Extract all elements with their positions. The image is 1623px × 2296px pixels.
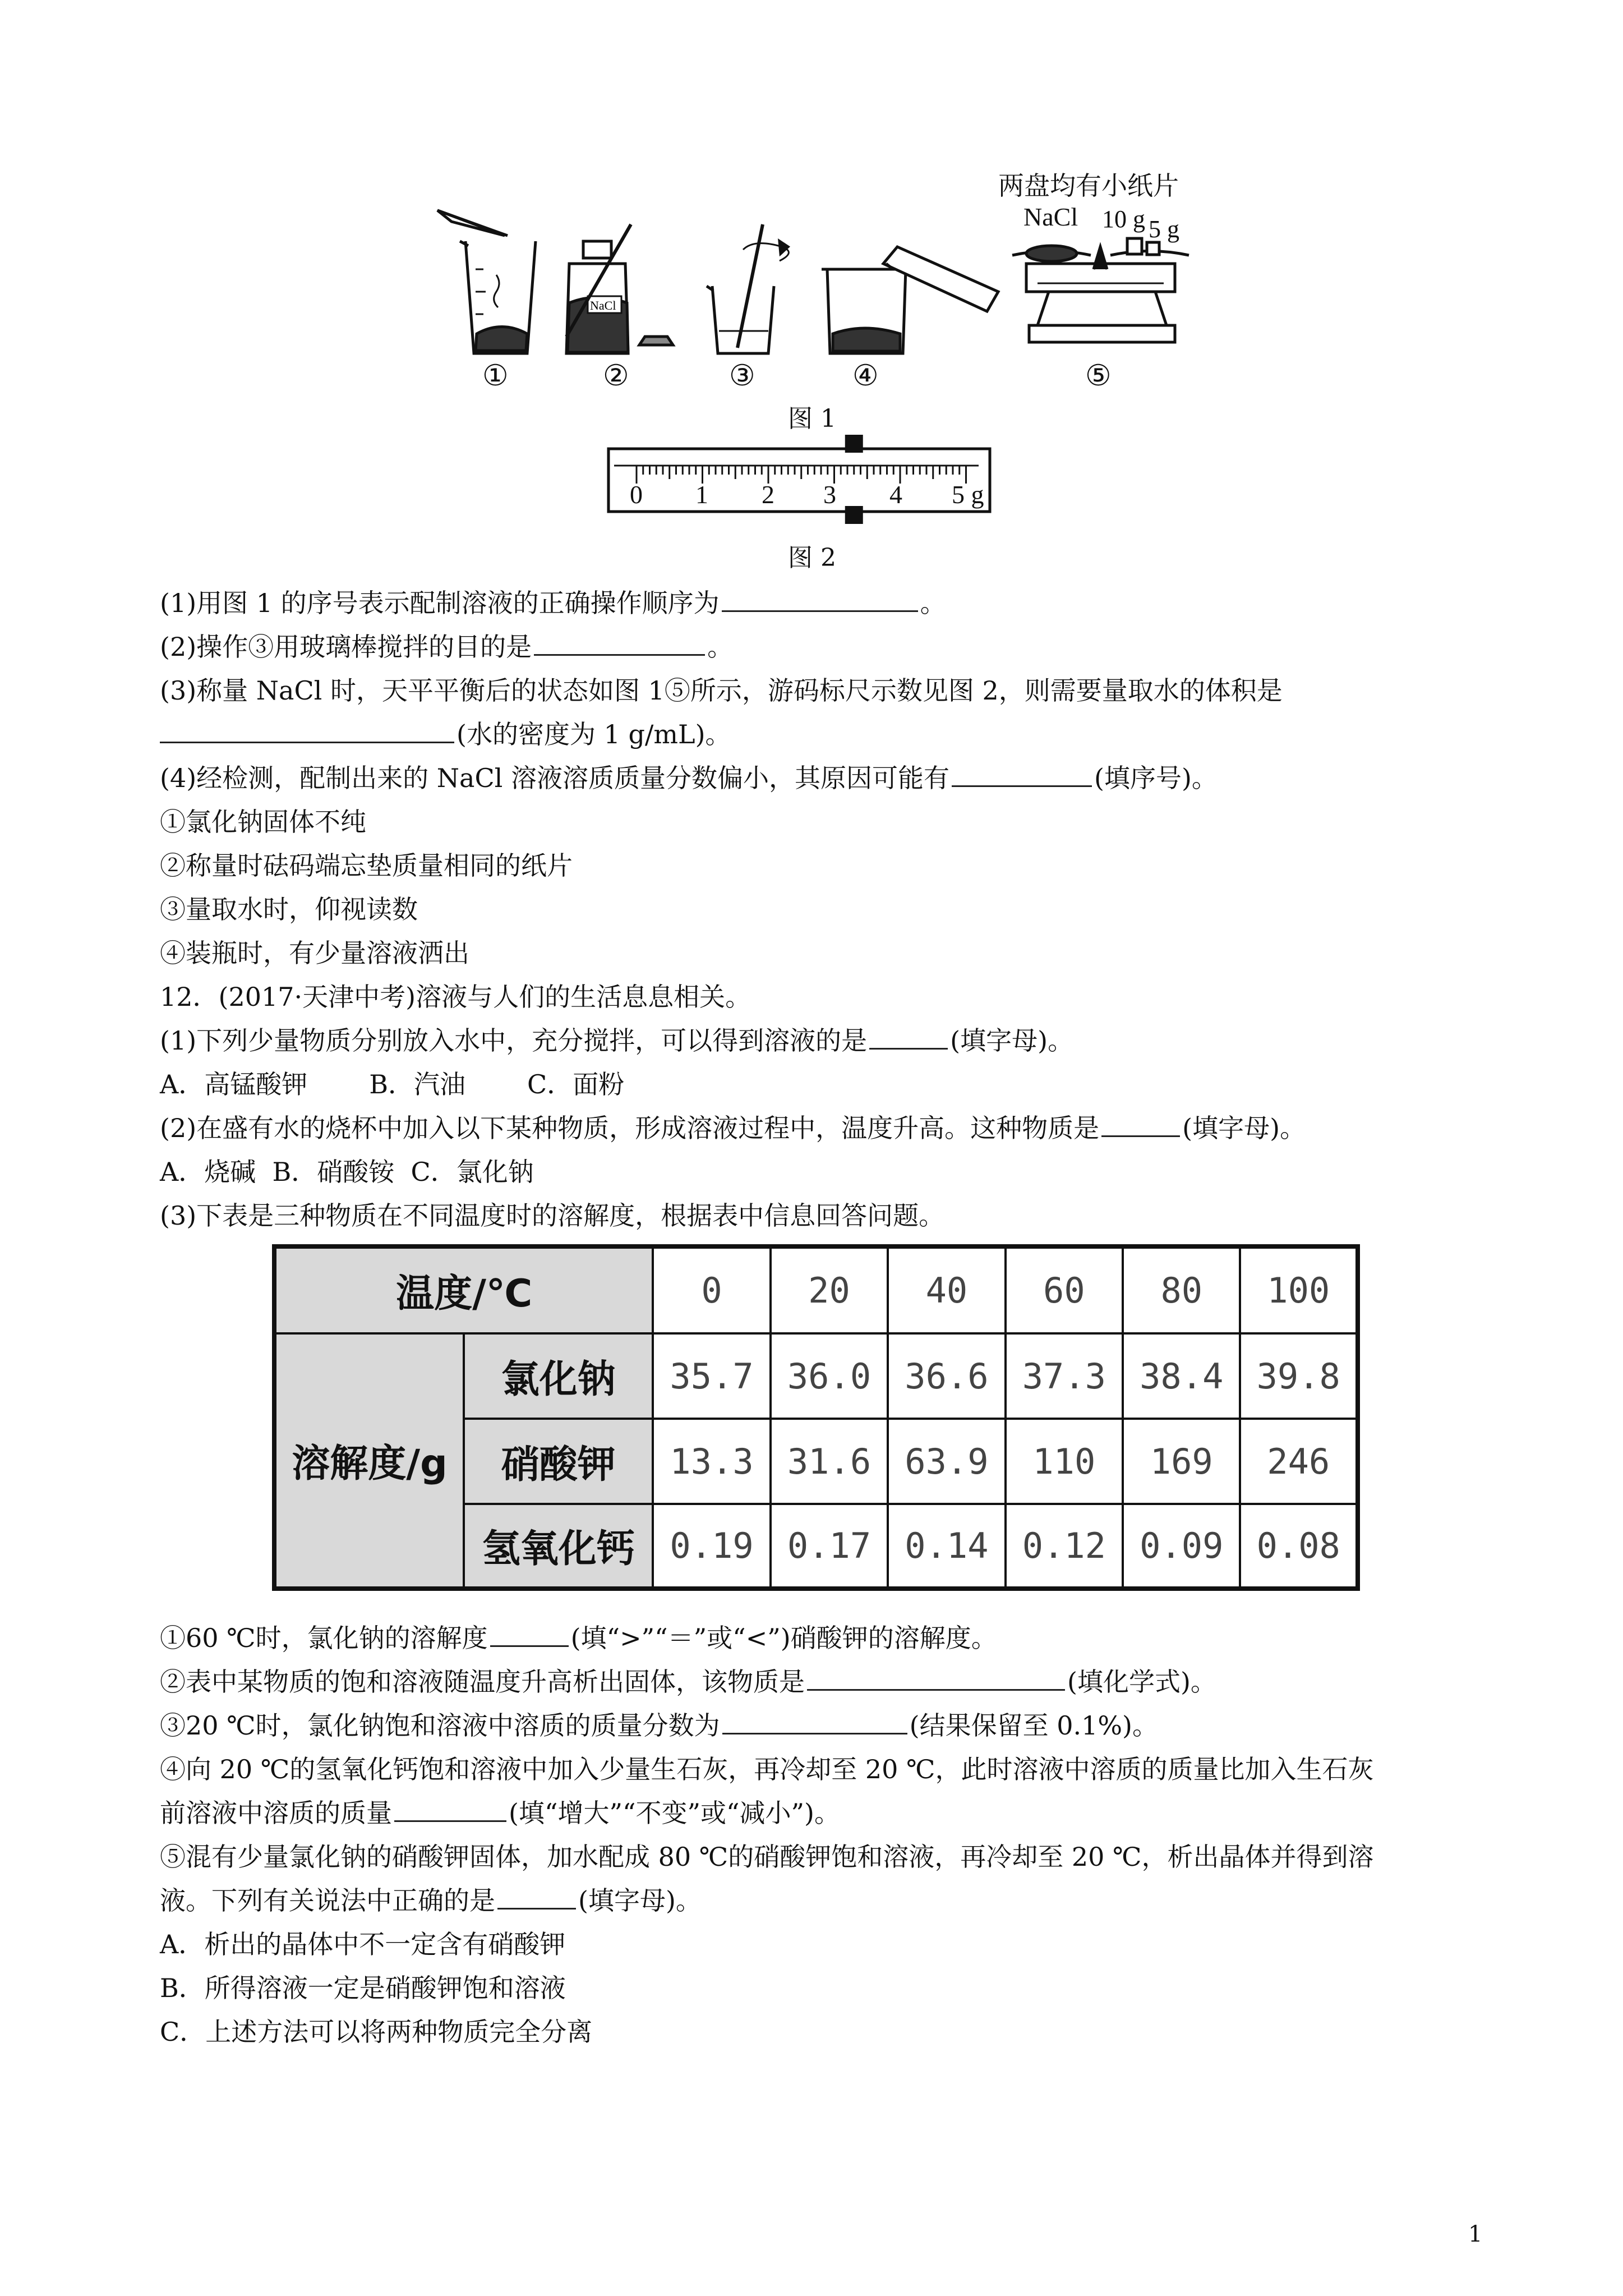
q12-sub4-line2: 前溶液中溶质的质量 (填“增大”“不变”或“减小”)。 bbox=[160, 1798, 840, 1828]
table-header-row bbox=[274, 1246, 1358, 1333]
temperature-header: 温度/℃ bbox=[274, 1246, 653, 1333]
step4-pouring-illustration bbox=[822, 247, 998, 353]
page-number: 1 bbox=[1468, 2221, 1483, 2247]
weight-10g-label: 10 g bbox=[1102, 205, 1145, 233]
q11-part1: (1)用图 1 的序号表示配制溶液的正确操作顺序为 。 bbox=[160, 588, 946, 618]
step2-bottle-illustration bbox=[566, 224, 673, 353]
table-cell: 246 bbox=[1240, 1419, 1358, 1504]
table-cell: 35.7 bbox=[653, 1333, 770, 1419]
q11-option-1: ①氯化钠固体不纯 bbox=[160, 807, 366, 837]
answer-blank[interactable] bbox=[394, 1798, 506, 1822]
ruler-label-1: 1 bbox=[695, 480, 708, 509]
table-row bbox=[274, 1333, 1358, 1419]
answer-blank[interactable] bbox=[722, 588, 918, 612]
q12-sub1: ①60 ℃时，氯化钠的溶解度 (填“>”“＝”或“<”)硝酸钾的溶解度。 bbox=[160, 1623, 997, 1653]
solubility-group-label: 溶解度/g bbox=[274, 1333, 464, 1589]
table-cell: 63.9 bbox=[888, 1419, 1005, 1504]
table-cell: 0.14 bbox=[888, 1504, 1005, 1589]
figure-illustrations bbox=[0, 0, 1623, 572]
ruler-label-0: 0 bbox=[630, 480, 643, 509]
step-label-1: ① bbox=[482, 359, 509, 393]
q12-part1-options bbox=[160, 1068, 624, 1101]
table-cell: 36.6 bbox=[888, 1333, 1005, 1419]
q12-sub5-line2: 液。下列有关说法中正确的是 (填字母)。 bbox=[160, 1885, 702, 1916]
table-cell: 31.6 bbox=[771, 1419, 888, 1504]
table-cell: 38.4 bbox=[1123, 1333, 1240, 1419]
bottle-label: NaCl bbox=[590, 298, 616, 312]
ruler-illustration bbox=[608, 449, 990, 512]
q11-option-2: ②称量时砝码端忘垫质量相同的纸片 bbox=[160, 850, 573, 881]
q12-sub5-option-b: B．所得溶液一定是硝酸钾饱和溶液 bbox=[160, 1973, 566, 2003]
answer-blank[interactable] bbox=[869, 1025, 948, 1050]
ruler-label-3: 3 bbox=[823, 480, 836, 509]
table-cell: 110 bbox=[1006, 1419, 1123, 1504]
balance-note: 两盘均有小纸片 bbox=[998, 171, 1179, 201]
answer-blank[interactable] bbox=[490, 1623, 569, 1647]
table-cell: 39.8 bbox=[1240, 1333, 1358, 1419]
solubility-table bbox=[272, 1244, 1360, 1591]
q12-sub5-option-a: A．析出的晶体中不一定含有硝酸钾 bbox=[160, 1929, 566, 1959]
step-label-4: ④ bbox=[852, 359, 879, 393]
temp-cell: 100 bbox=[1240, 1246, 1358, 1333]
q12-part1: (1)下列少量物质分别放入水中，充分搅拌，可以得到溶液的是 (填字母)。 bbox=[160, 1025, 1074, 1056]
q12-sub5-option-c: C．上述方法可以将两种物质完全分离 bbox=[160, 2017, 593, 2047]
figure1-caption: 图 1 bbox=[788, 404, 836, 433]
q12-sub2: ②表中某物质的饱和溶液随温度升高析出固体，该物质是 (填化学式)。 bbox=[160, 1667, 1216, 1697]
q12-part3: (3)下表是三种物质在不同温度时的溶解度，根据表中信息回答问题。 bbox=[160, 1200, 945, 1231]
step3-stirring-illustration bbox=[707, 224, 789, 353]
q11-part3-line1: (3)称量 NaCl 时，天平平衡后的状态如图 1⑤所示，游码标尺示数见图 2，则需要量取水的体积是 bbox=[160, 675, 1283, 706]
ruler-rider-top bbox=[845, 435, 863, 453]
q11-option-4: ④装瓶时，有少量溶液洒出 bbox=[160, 938, 469, 968]
q11-part2: (2)操作③用玻璃棒搅拌的目的是 。 bbox=[160, 632, 734, 662]
temp-cell: 60 bbox=[1006, 1246, 1123, 1333]
answer-blank[interactable] bbox=[497, 1885, 576, 1910]
table-cell: 37.3 bbox=[1006, 1333, 1123, 1419]
table-cell: 13.3 bbox=[653, 1419, 770, 1504]
ruler-rider-bottom bbox=[845, 506, 863, 524]
q11-part4: (4)经检测，配制出来的 NaCl 溶液溶质质量分数偏小，其原因可能有 (填序号)。 bbox=[160, 763, 1218, 793]
substance-name: 氯化钠 bbox=[464, 1333, 653, 1419]
table-cell: 0.12 bbox=[1006, 1504, 1123, 1589]
figure2-caption: 图 2 bbox=[788, 544, 836, 572]
table-cell: 169 bbox=[1123, 1419, 1240, 1504]
q11-option-3: ③量取水时，仰视读数 bbox=[160, 894, 418, 924]
step-label-5: ⑤ bbox=[1085, 359, 1112, 393]
answer-blank[interactable] bbox=[1101, 1113, 1180, 1137]
substance-name: 硝酸钾 bbox=[464, 1419, 653, 1504]
q12-sub4-line1: ④向 20 ℃的氢氧化钙饱和溶液中加入少量生石灰，再冷却至 20 ℃，此时溶液中溶质的质量比加入生石灰 bbox=[160, 1754, 1374, 1784]
table-cell: 0.08 bbox=[1240, 1504, 1358, 1589]
ruler-label-5g: 5 g bbox=[952, 480, 984, 509]
option-a: A．高锰酸钾 bbox=[160, 1069, 308, 1099]
answer-blank[interactable] bbox=[160, 719, 454, 743]
answer-blank[interactable] bbox=[722, 1710, 907, 1734]
nacl-label: NaCl bbox=[1023, 203, 1078, 231]
answer-blank[interactable] bbox=[952, 763, 1092, 787]
step-label-2: ② bbox=[603, 359, 629, 393]
step-label-3: ③ bbox=[729, 359, 755, 393]
ruler-label-4: 4 bbox=[889, 480, 902, 509]
table-cell: 0.09 bbox=[1123, 1504, 1240, 1589]
q12-sub5-line1: ⑤混有少量氯化钠的硝酸钾固体，加水配成 80 ℃的硝酸钾饱和溶液，再冷却至 20 ℃，析出晶体并得到溶 bbox=[160, 1842, 1374, 1872]
q12-title: 12．(2017·天津中考)溶液与人们的生活息息相关。 bbox=[160, 982, 751, 1012]
temp-cell: 0 bbox=[653, 1246, 770, 1333]
q12-part2: (2)在盛有水的烧杯中加入以下某种物质，形成溶液过程中，温度升高。这种物质是 (填字母)。 bbox=[160, 1113, 1306, 1143]
ruler-label-2: 2 bbox=[762, 480, 774, 509]
table-cell: 0.19 bbox=[653, 1504, 770, 1589]
table-cell: 36.0 bbox=[771, 1333, 888, 1419]
step5-balance-illustration bbox=[1012, 238, 1189, 342]
q12-part2-options: A．烧碱 B．硝酸铵 C．氯化钠 bbox=[160, 1157, 534, 1187]
ruler-ticks bbox=[637, 466, 966, 484]
substance-name: 氢氧化钙 bbox=[464, 1504, 653, 1589]
temp-cell: 20 bbox=[771, 1246, 888, 1333]
temp-cell: 80 bbox=[1123, 1246, 1240, 1333]
step1-beaker-illustration bbox=[437, 210, 536, 353]
answer-blank[interactable] bbox=[534, 632, 705, 656]
weight-5g-label: 5 g bbox=[1149, 215, 1179, 243]
option-c: C．面粉 bbox=[527, 1069, 625, 1099]
temp-cell: 40 bbox=[888, 1246, 1005, 1333]
answer-blank[interactable] bbox=[807, 1667, 1065, 1691]
q11-part3-line2: (水的密度为 1 g/mL)。 bbox=[160, 717, 731, 751]
q12-sub3: ③20 ℃时，氯化钠饱和溶液中溶质的质量分数为 (结果保留至 0.1%)。 bbox=[160, 1710, 1159, 1741]
table-cell: 0.17 bbox=[771, 1504, 888, 1589]
option-b: B．汽油 bbox=[369, 1069, 466, 1099]
